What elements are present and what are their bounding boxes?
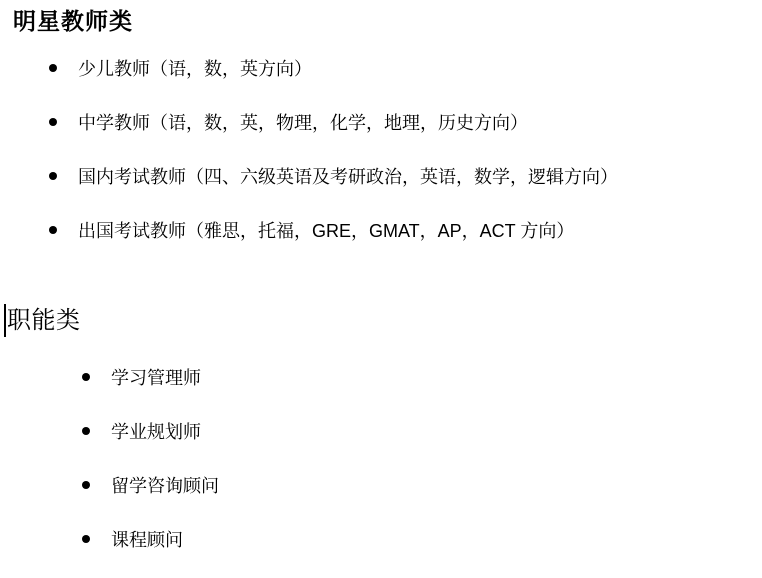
section-title-functions[interactable]: 职能类 (7, 307, 81, 334)
section-title-functions-wrap (4, 304, 81, 337)
bullet-icon (49, 64, 57, 72)
list-item-text[interactable]: 国内考试教师（四、六级英语及考研政治，英语，数学，逻辑方向） (78, 167, 618, 187)
bullet-icon (49, 118, 57, 126)
bullet-icon (82, 481, 90, 489)
bullet-icon (82, 427, 90, 435)
list-item-text[interactable]: 课程顾问 (111, 530, 183, 550)
list-item (82, 474, 219, 496)
list-item (49, 111, 528, 133)
list-item-text[interactable]: 学习管理师 (111, 368, 201, 388)
list-item-text[interactable]: 出国考试教师（雅思，托福，GRE，GMAT，AP，ACT 方向） (78, 221, 575, 241)
list-item (49, 165, 618, 187)
bullet-icon (49, 172, 57, 180)
bullet-icon (82, 535, 90, 543)
bullet-icon (49, 226, 57, 234)
text-cursor-icon (4, 304, 6, 337)
section-title-star-teachers[interactable]: 明星教师类 (13, 8, 133, 34)
bullet-icon (82, 373, 90, 381)
list-item (49, 57, 312, 79)
list-item (49, 219, 574, 241)
list-item (82, 420, 201, 442)
list-item-text[interactable]: 留学咨询顾问 (111, 476, 219, 496)
list-item-text[interactable]: 学业规划师 (111, 422, 201, 442)
list-item-text[interactable]: 少儿教师（语，数，英方向） (78, 59, 312, 79)
list-item-text[interactable]: 中学教师（语，数，英，物理，化学，地理，历史方向） (78, 113, 528, 133)
list-item (82, 366, 201, 388)
list-item (82, 528, 183, 550)
